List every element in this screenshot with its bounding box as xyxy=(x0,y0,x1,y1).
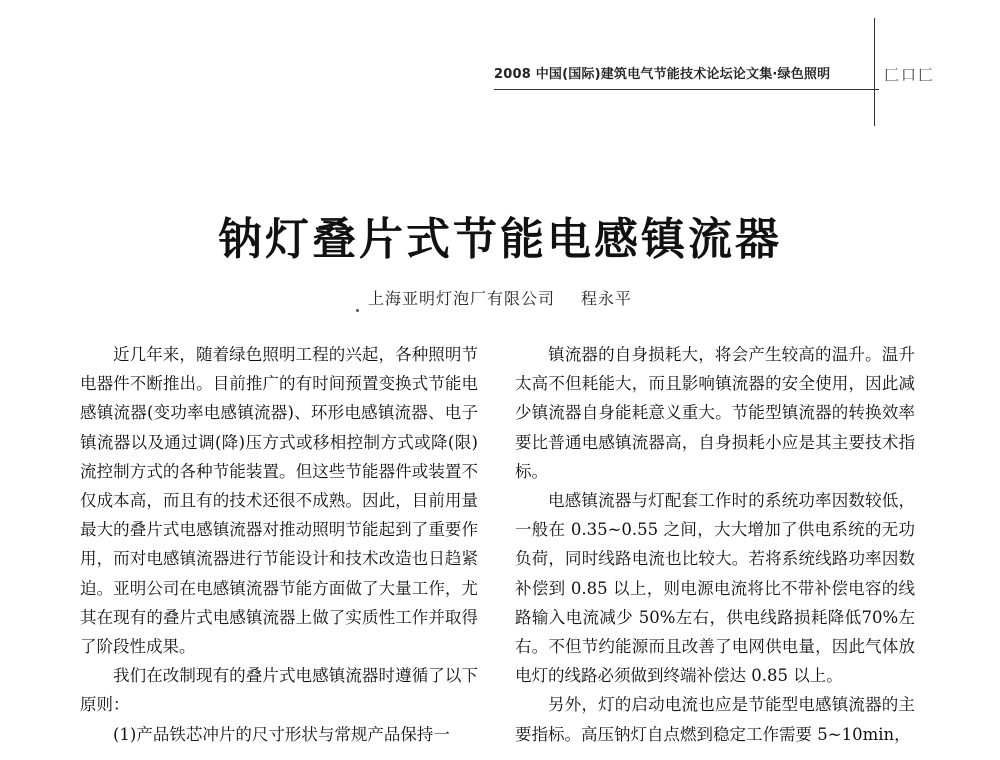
affiliation: 上海亚明灯泡厂有限公司 xyxy=(367,289,555,308)
scan-speck xyxy=(356,309,359,312)
paragraph: (1)产品铁芯冲片的尺寸形状与常规产品保持一 xyxy=(113,724,450,744)
author-line xyxy=(0,286,1000,309)
page-mark: 匚口匚 xyxy=(884,66,936,84)
paragraph: 我们在改制现有的叠片式电感镇流器时遵循了以下原则： xyxy=(80,666,478,715)
header-vertical-rule xyxy=(874,18,875,126)
paragraph: 另外，灯的启动电流也应是节能型电感镇流器的主要指标。高压钠灯自点燃到稳定工作需要 5~10min， xyxy=(515,695,915,744)
right-column xyxy=(515,340,915,749)
author-name: 程永平 xyxy=(581,289,633,308)
running-header: 2008 中国(国际)建筑电气节能技术论坛论文集·绿色照明 xyxy=(494,67,831,82)
paragraph: 近几年来，随着绿色照明工程的兴起，各种照明节电器件不断推出。目前推广的有时间预置变换式节能电感镇流器(变功率电感镇流器)、环形电感镇流器、电子镇流器以及通过调(降)压方式或移相控制方式或降(限)流控制方式的各种节能装置。但这些节能器件或装置不仅成本高，而且有的技术还很不成熟。因此，目前用量最大的叠片式电感镇流器对推动照明节能起到了重要作用，而对电感镇流器进行节能设计和技术改造也日趋紧迫。亚明公司在电感镇流器节能方面做了大量工作，尤其在现有的叠片式电感镇流器上做了实质性工作并取得了阶段性成果。 xyxy=(80,345,478,657)
paragraph: 镇流器的自身损耗大，将会产生较高的温升。温升太高不但耗能大，而且影响镇流器的安全使用，因此减少镇流器自身能耗意义重大。节能型镇流器的转换效率要比普通电感镇流器高，自身损耗小应是其主要技术指标。 xyxy=(515,345,915,481)
article-title: 钠灯叠片式节能电感镇流器 xyxy=(218,214,782,265)
header-rule xyxy=(494,89,879,90)
paragraph: 电感镇流器与灯配套工作时的系统功率因数较低，一般在 0.35~0.55 之间，大大增加了供电系统的无功负荷，同时线路电流也比较大。若将系统线路功率因数补偿到 0.85 以上，则电源电流将比不带补偿电容的线路输入电流减少 50%左右，供电线路损耗降低70%左右。不但节约能源而且改善了电网供电量，因此气体放电灯的线路必须做到终端补偿达 0.85 以上。 xyxy=(515,491,915,686)
left-column xyxy=(80,340,478,749)
